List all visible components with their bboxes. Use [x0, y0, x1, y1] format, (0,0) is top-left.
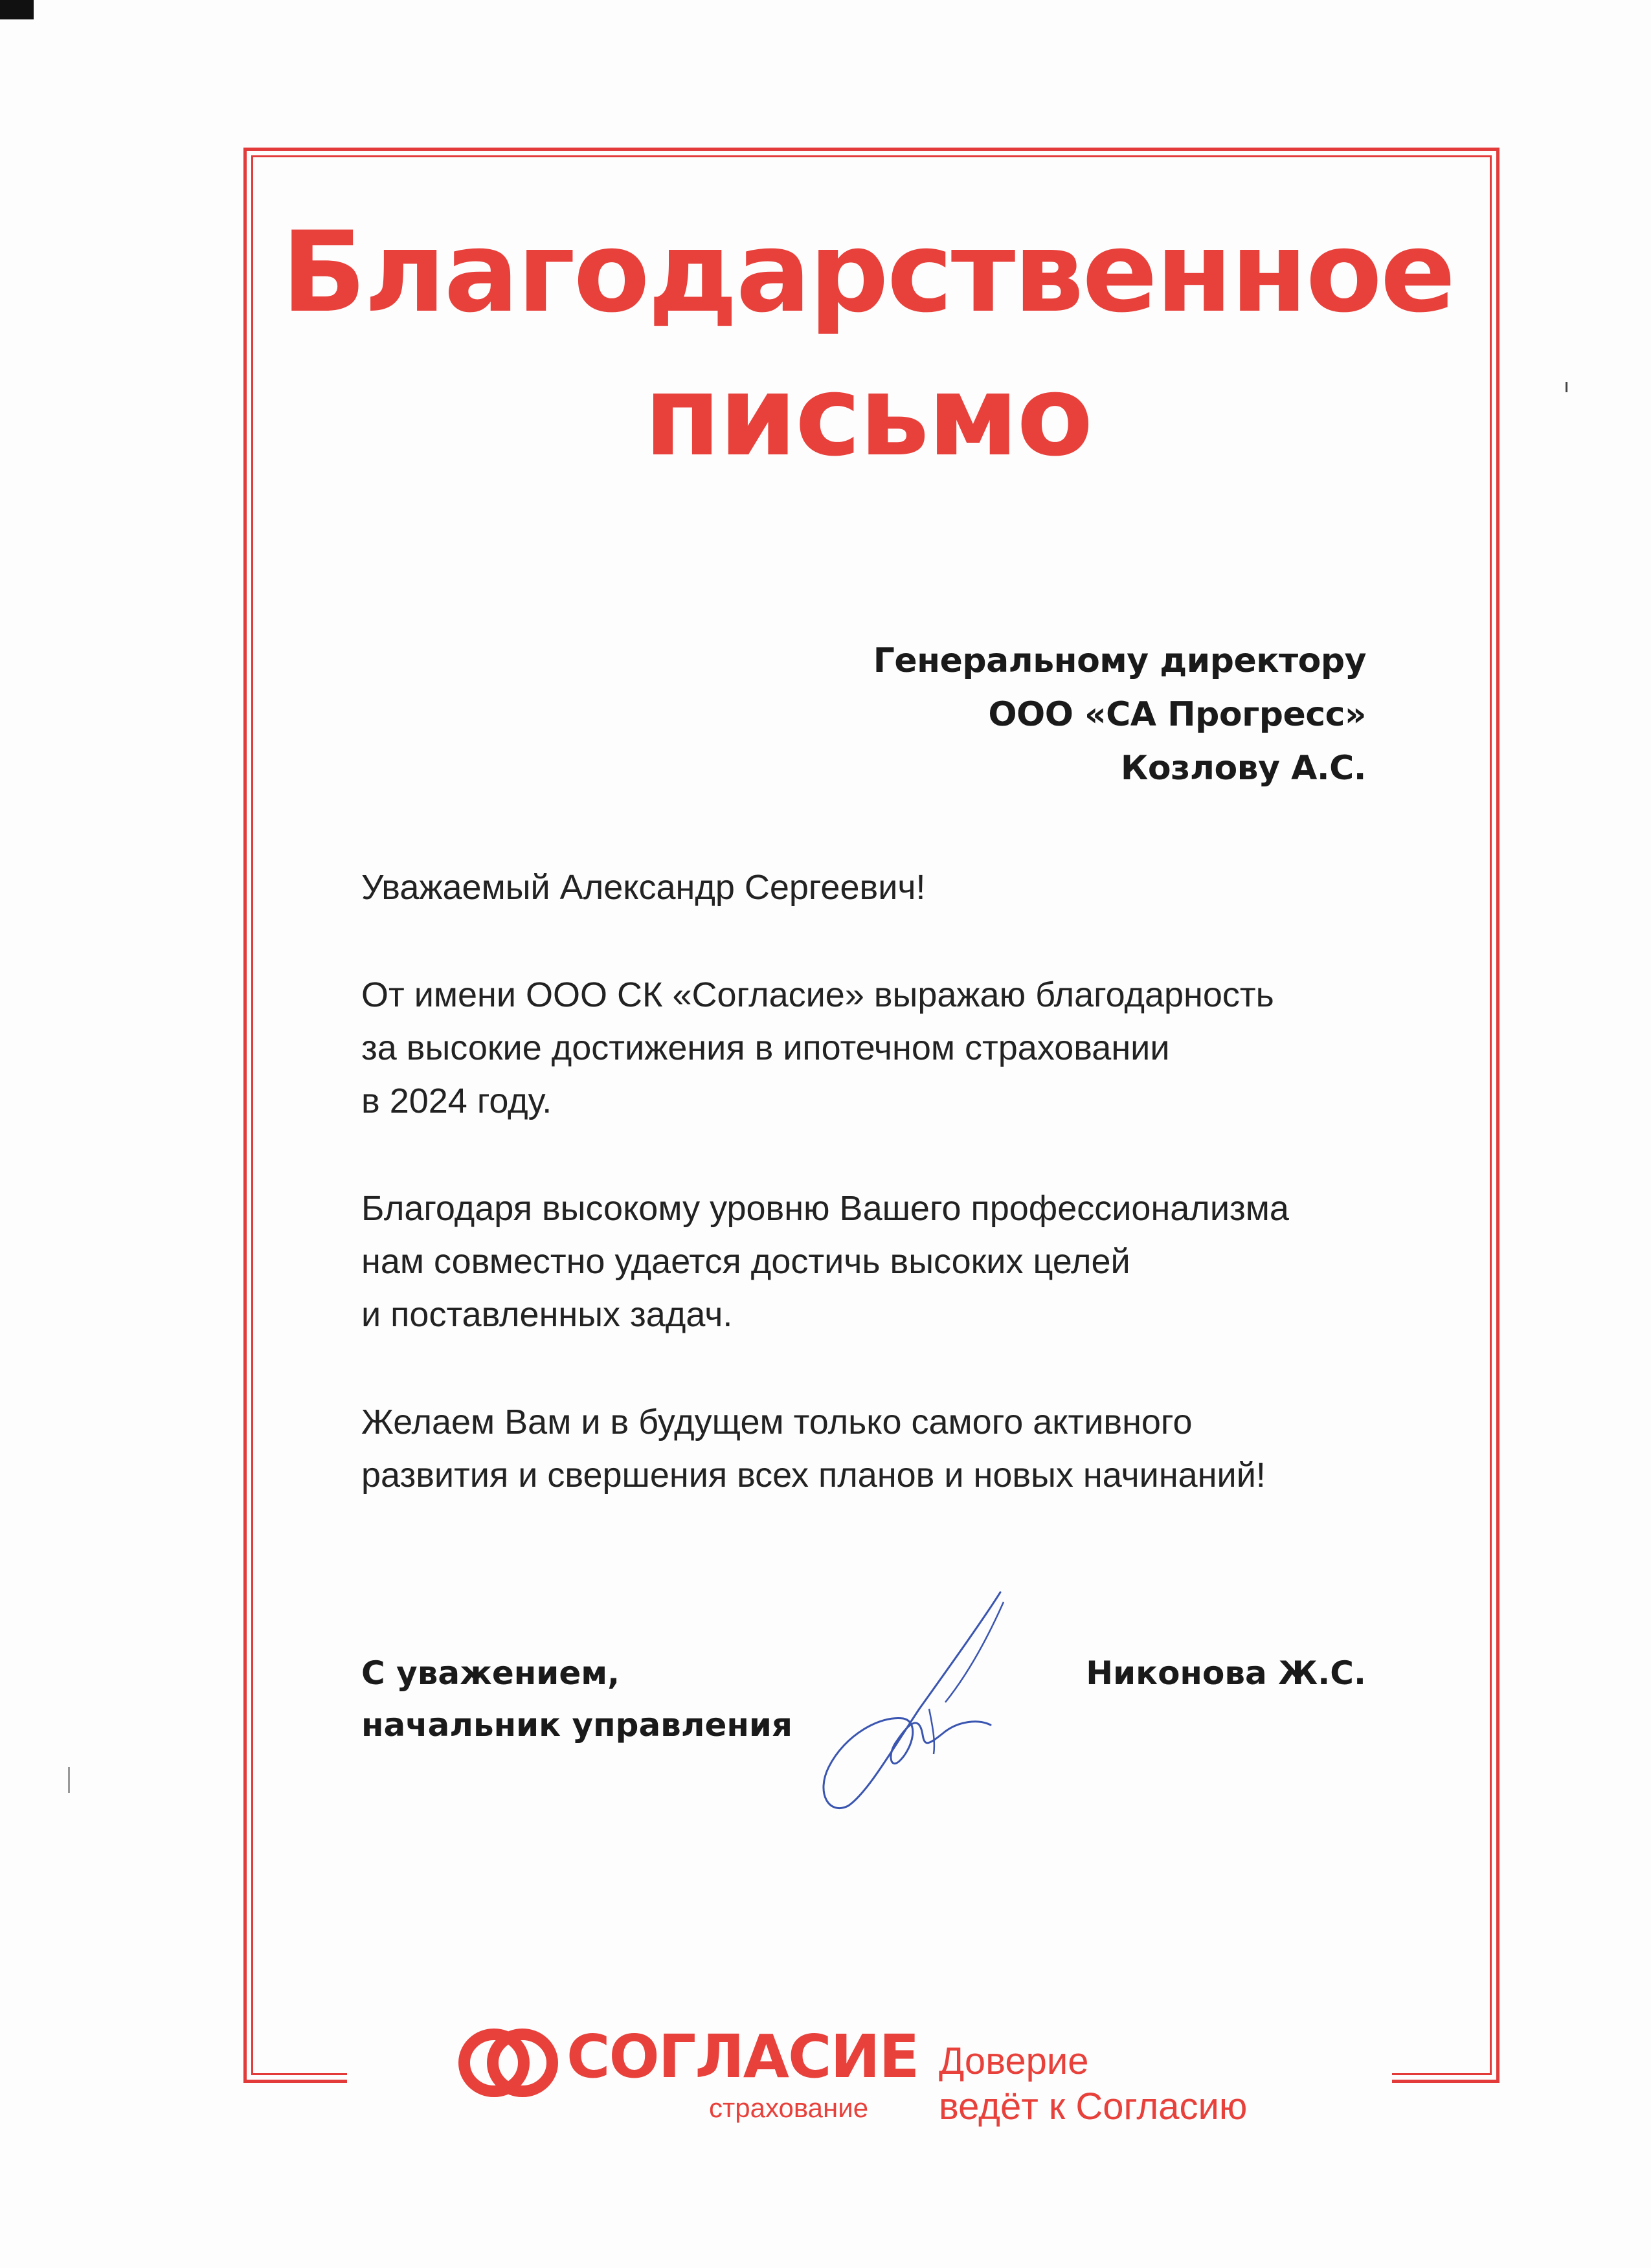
frame-top-inner: [251, 155, 1492, 157]
addressee-company: ООО «СА Прогресс»: [988, 695, 1366, 734]
signer-name: Никонова Ж.С.: [1086, 1654, 1366, 1692]
frame-bottom-right-outer: [1392, 2080, 1499, 2083]
addressee-name: Козлову А.С.: [1120, 749, 1366, 788]
letter-body: [361, 861, 1397, 1556]
closing-block: [361, 1647, 792, 1751]
title-line-2: письмо: [644, 351, 1092, 481]
paragraph-2: [361, 1182, 1397, 1341]
addressee-block: [589, 634, 1366, 795]
paragraph-line: Благодаря высокому уровню Вашего профессионализма: [361, 1189, 1289, 1228]
greeting-text: Уважаемый Александр Сергеевич!: [361, 868, 926, 907]
frame-right-outer: [1496, 148, 1499, 2083]
greeting: [361, 861, 1397, 914]
paragraph-3: [361, 1395, 1397, 1502]
paragraph-line: нам совместно удается достичь высоких целей: [361, 1242, 1130, 1281]
paragraph-1: [361, 968, 1397, 1128]
addressee-position: Генеральному директору: [873, 641, 1366, 680]
paragraph-line: развития и свершения всех планов и новых начинаний!: [361, 1456, 1266, 1495]
handwritten-signature: [790, 1579, 1036, 1825]
frame-bottom-left-outer: [243, 2080, 347, 2083]
slogan-line-1: Доверие: [939, 2040, 1089, 2082]
paragraph-line: От имени ООО СК «Согласие» выражаю благодарность: [361, 975, 1274, 1014]
frame-top-outer: [243, 148, 1499, 151]
soglasie-logo-icon: [456, 2027, 560, 2098]
frame-right-inner: [1490, 155, 1492, 2075]
paragraph-line: за высокие достижения в ипотечном страховании: [361, 1028, 1170, 1067]
title-line-1: Благодарственное: [281, 207, 1454, 337]
closing-position: начальник управления: [361, 1706, 793, 1744]
slogan-line-2: ведёт к Согласию: [939, 2085, 1248, 2128]
scan-artifact: [1566, 382, 1567, 392]
slogan: [939, 2039, 1247, 2129]
frame-bottom-left-inner: [251, 2073, 347, 2075]
paragraph-line: и поставленных задач.: [361, 1295, 733, 1334]
page-title: [246, 201, 1489, 488]
paragraph-line: Желаем Вам и в будущем только самого активного: [361, 1403, 1193, 1441]
closing-regards: С уважением,: [361, 1654, 620, 1692]
paragraph-line: в 2024 году.: [361, 1082, 552, 1120]
scan-artifact: [0, 0, 34, 19]
frame-bottom-right-inner: [1392, 2073, 1492, 2075]
logo-name: СОГЛАСИЕ: [567, 2022, 919, 2091]
logo-subtitle: страхование: [709, 2093, 869, 2123]
scan-artifact: [68, 1767, 70, 1793]
